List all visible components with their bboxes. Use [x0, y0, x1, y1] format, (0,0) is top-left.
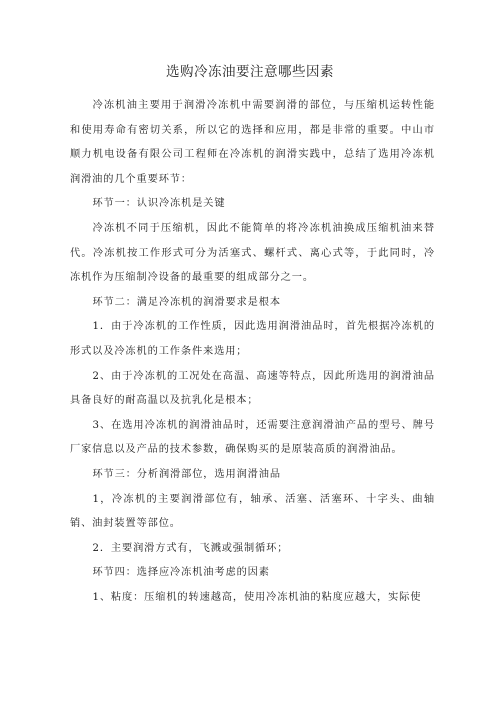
paragraph: 1，冷冻机的主要润滑部位有，轴承、活塞、活塞环、十字头、曲轴销、油封装置等部位。 [70, 493, 435, 530]
paragraph: 1、粘度：压缩机的转速越高，使用冷冻机油的粘度应越大，实际使 [92, 591, 422, 603]
paragraph-intro: 冷冻机油主要用于润滑冷冻机中需要润滑的部位，与压缩机运转性能和使用寿命有密切关系，所以它的选择和应用，都是非常的重要。中山市顺力机电设备有限公司工程师在冷冻机的润滑实践中，总结了选用冷冻机润滑油的几个重要环节： [70, 100, 435, 185]
section-heading-3: 环节三：分析润滑部位，选用润滑油品 [92, 468, 281, 480]
paragraph: 3、在选用冷冻机的润滑油品时，还需要注意润滑油产品的型号、牌号厂家信息以及产品的技术参数，确保购买的是原装高质的润滑油品。 [70, 419, 435, 456]
paragraph: 冷冻机不同于压缩机，因此不能简单的将冷冻机油换成压缩机油来替代。冷冻机按工作形式可分为活塞式、螺杆式、离心式等，于此同时，冷冻机作为压缩制冷设备的最重要的组成部分之一。 [70, 222, 435, 284]
section-heading-2: 环节二：满足冷冻机的润滑要求是根本 [92, 296, 281, 308]
paragraph: 2、由于冷冻机的工况处在高温、高速等特点，因此所选用的润滑油品具备良好的耐高温以及抗乳化是根本； [70, 370, 435, 407]
section-heading-4: 环节四：选择应冷冻机油考虑的因素 [92, 567, 270, 579]
document-title: 选购冷冻油要注意哪些因素 [166, 64, 334, 80]
section-heading-1: 环节一：认识冷冻机是关键 [92, 198, 226, 210]
paragraph: 2．主要润滑方式有，飞溅或强制循环； [92, 542, 289, 554]
paragraph: 1．由于冷冻机的工作性质，因此选用润滑油品时，首先根据冷冻机的形式以及冷冻机的工作条件来选用； [70, 321, 435, 357]
document-body [70, 94, 435, 610]
